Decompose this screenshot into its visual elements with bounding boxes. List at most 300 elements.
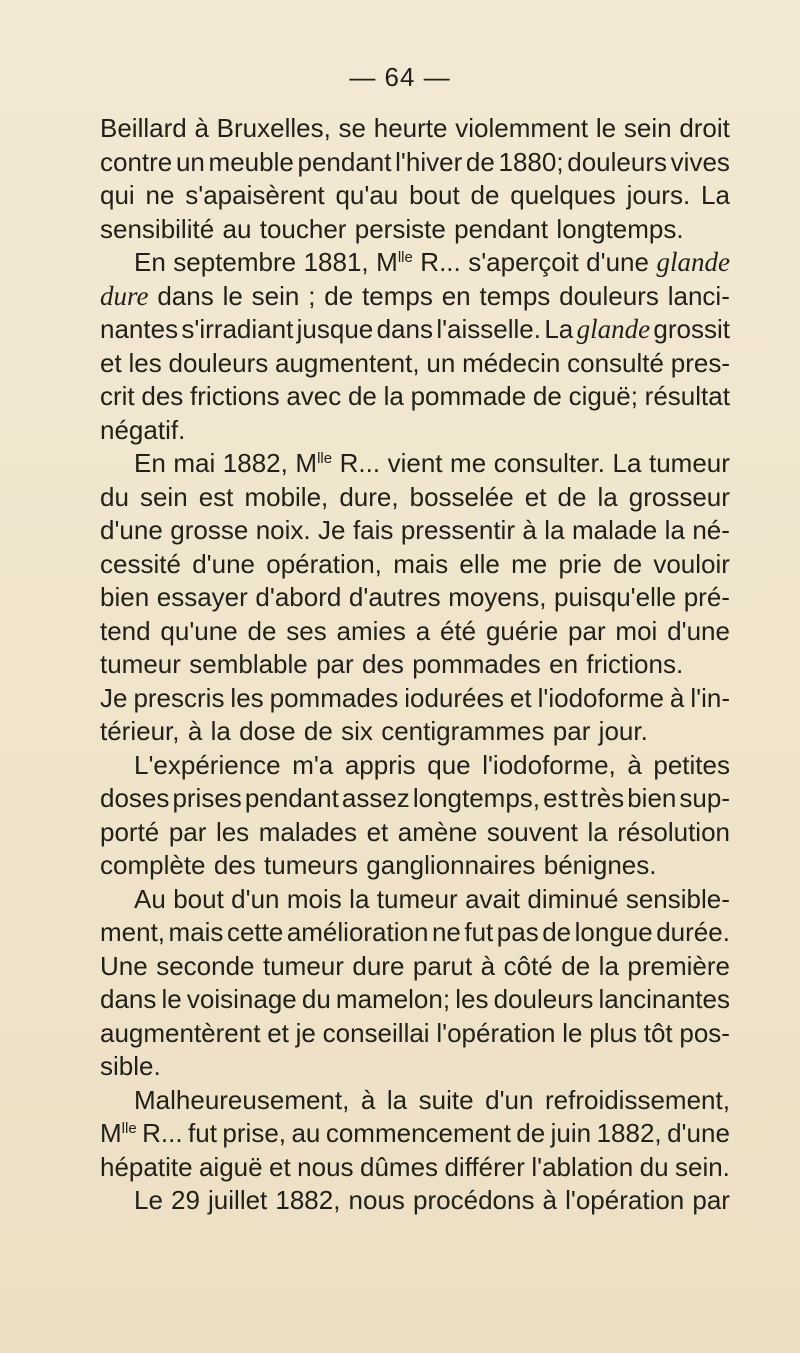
word: La <box>544 314 574 344</box>
word: augmentent, <box>275 347 420 378</box>
word: pendant <box>244 783 339 813</box>
word: $M^{lle}$ <box>376 247 413 277</box>
text-line <box>100 112 730 146</box>
word: grosse <box>170 515 249 545</box>
word: l'iodoforme <box>537 682 664 713</box>
word: par <box>316 649 354 679</box>
word: centigrammes <box>381 716 545 746</box>
word: commencement <box>325 1118 511 1148</box>
word: suite <box>418 1084 474 1115</box>
word: petites <box>653 749 730 780</box>
word: fut <box>464 917 494 947</box>
word: temps <box>479 280 551 311</box>
word: mobile, <box>244 481 329 512</box>
word: pré- <box>683 582 730 612</box>
word: La <box>612 448 642 478</box>
word: glande <box>576 314 651 344</box>
word: sein <box>139 481 188 512</box>
word: à <box>480 950 496 981</box>
word: d'un <box>485 1084 534 1115</box>
word: R... <box>420 247 461 277</box>
word: Malheureusement, <box>134 1084 350 1115</box>
word: bout <box>409 180 460 210</box>
word: et <box>269 1151 291 1182</box>
text-line <box>100 715 730 749</box>
word: et <box>509 682 532 713</box>
word: d'une <box>192 548 255 579</box>
word: de <box>613 548 643 579</box>
word: ne <box>431 917 461 947</box>
word: nous <box>297 1151 354 1182</box>
word: elle <box>459 548 500 579</box>
word: le <box>562 1017 583 1048</box>
word: d'une <box>667 1118 730 1148</box>
word: tôt <box>643 1017 673 1048</box>
word: plus <box>589 1017 637 1048</box>
word: la <box>587 816 608 847</box>
word: qui <box>100 180 135 210</box>
word: grosseur <box>628 481 730 512</box>
text-line <box>100 146 730 180</box>
page-number: — 64 — <box>349 62 451 92</box>
word: assez <box>341 783 410 813</box>
word: d'une <box>100 515 163 545</box>
word: Le <box>134 1185 163 1215</box>
word: 1882, <box>596 1118 662 1148</box>
word: Beillard <box>100 113 187 143</box>
word: le <box>161 984 182 1014</box>
word: à <box>627 749 642 780</box>
word: grossit <box>653 314 730 344</box>
word: pressentir <box>400 515 515 545</box>
word: contre <box>100 146 173 177</box>
word: ment, <box>100 917 166 947</box>
word: douleurs <box>559 280 659 311</box>
text-line <box>100 1151 730 1185</box>
word: consulter. <box>493 448 605 478</box>
word: tumeurs <box>264 850 358 880</box>
word: Je <box>100 682 128 713</box>
word: ne <box>145 180 175 210</box>
word: de <box>542 917 572 947</box>
word: bout <box>173 883 224 914</box>
word: la <box>598 950 619 981</box>
word: et <box>267 1017 289 1048</box>
word: des <box>141 381 184 411</box>
word: du <box>301 984 331 1014</box>
word: meuble <box>208 146 294 177</box>
word: essayer <box>156 582 248 612</box>
word: été <box>439 615 477 646</box>
word: conseillai <box>322 1017 430 1048</box>
word: nous <box>348 1185 405 1215</box>
word: la <box>664 515 685 545</box>
word: à <box>360 1084 376 1115</box>
text-line <box>100 581 730 615</box>
word: quelques <box>510 180 616 210</box>
word: dans <box>157 280 214 311</box>
word: prie <box>558 548 602 579</box>
word: pendant <box>297 146 392 177</box>
text-line <box>100 1084 730 1118</box>
word: du <box>639 1151 669 1182</box>
word: de <box>470 180 500 210</box>
word: puisqu'elle <box>554 582 677 612</box>
word: de <box>347 381 377 411</box>
word: malades <box>258 816 358 847</box>
word: 29 <box>171 1185 200 1215</box>
word: d'un <box>231 883 280 914</box>
text-line <box>100 615 730 649</box>
word: tumeur <box>262 950 344 981</box>
word: médecin <box>462 347 561 378</box>
text-line <box>100 983 730 1017</box>
word: tend <box>100 615 151 646</box>
word: est <box>543 783 578 813</box>
word: Je <box>318 515 346 545</box>
word: au <box>222 213 252 244</box>
word: de <box>557 481 587 512</box>
word: Une <box>100 950 148 981</box>
word: lancinantes <box>598 984 730 1014</box>
word: et <box>524 481 547 512</box>
word: qu'au <box>335 180 399 210</box>
word: première <box>627 950 730 981</box>
word: appris <box>344 749 416 780</box>
word: mai <box>173 448 216 478</box>
word: bien <box>100 582 150 612</box>
word: la <box>383 381 404 411</box>
text-line <box>100 213 730 247</box>
word: bien <box>627 783 677 813</box>
word: dure, <box>339 481 399 512</box>
word: prescris <box>133 682 225 713</box>
word: jusque <box>296 314 374 344</box>
text-line <box>100 782 730 816</box>
word: est <box>198 481 234 512</box>
text-line <box>100 313 730 347</box>
word: négatif. <box>100 414 186 445</box>
word: septembre <box>173 247 297 277</box>
text-line <box>100 548 730 582</box>
word: En <box>134 448 166 478</box>
word: prises <box>172 783 242 813</box>
word: d'une <box>667 615 730 646</box>
word: glande <box>656 247 730 277</box>
word: d'une <box>586 247 649 277</box>
word: né- <box>692 515 730 545</box>
word: moi <box>615 615 658 646</box>
word: l'ablation <box>531 1151 634 1182</box>
word: En <box>134 247 166 277</box>
word: résultat <box>644 381 730 411</box>
word: iodurées <box>404 682 504 713</box>
word: de <box>247 615 277 646</box>
word: se <box>338 113 367 143</box>
word: durée. <box>656 917 730 947</box>
word: doses <box>100 783 170 813</box>
word: à <box>522 515 537 545</box>
word: pres- <box>670 347 730 378</box>
word: un <box>426 347 456 378</box>
word: souvent <box>486 816 578 847</box>
word: tumeur <box>100 649 181 679</box>
word: ciguë; <box>568 381 638 411</box>
word: nantes <box>100 314 179 344</box>
word: mais <box>168 917 224 947</box>
word: très <box>580 783 625 813</box>
word: la <box>597 481 618 512</box>
word: longue <box>574 917 653 947</box>
text-line <box>100 648 730 682</box>
word: 1882, <box>222 448 288 478</box>
text-line <box>100 950 730 984</box>
word: pendant <box>454 213 549 244</box>
word: cette <box>226 917 284 947</box>
text-line <box>100 682 730 716</box>
word: l'iodoforme, <box>482 749 616 780</box>
word: juillet <box>208 1185 268 1215</box>
word: heurte <box>373 113 448 143</box>
word: sein <box>623 113 672 143</box>
word: à <box>187 716 203 746</box>
word: pommades <box>412 649 541 679</box>
word: pommades <box>269 682 399 713</box>
text-line <box>100 1017 730 1051</box>
word: dûmes <box>359 1151 439 1182</box>
word: 1882, <box>275 1185 341 1215</box>
word: l'hiver <box>395 146 463 177</box>
word: guérie <box>485 615 559 646</box>
word: s'apaisèrent <box>185 180 325 210</box>
word: 1881, <box>303 247 369 277</box>
word: prise, <box>222 1118 286 1148</box>
word: amies <box>336 615 406 646</box>
text-line <box>100 246 730 280</box>
word: jours. <box>626 180 691 210</box>
text-line <box>100 1184 730 1218</box>
word: ses <box>286 615 327 646</box>
word: résolution <box>617 816 730 847</box>
text-line <box>100 916 730 950</box>
word: six <box>341 716 373 746</box>
word: persiste <box>354 213 446 244</box>
word: complète <box>100 850 206 880</box>
word: fut <box>188 1118 217 1148</box>
word: R... <box>142 1118 183 1148</box>
word: sensible- <box>625 883 730 914</box>
word: de <box>324 280 354 311</box>
word: des <box>213 850 256 880</box>
word: opération, <box>266 548 382 579</box>
word: le <box>595 113 617 143</box>
text-line <box>100 883 730 917</box>
word: avait <box>465 883 521 914</box>
word: tumeur <box>376 883 458 914</box>
word: Bruxelles, <box>216 113 331 143</box>
text-line <box>100 749 730 783</box>
word: droit <box>679 113 730 143</box>
word: la <box>210 716 231 746</box>
word: de <box>532 381 562 411</box>
word: longtemps, <box>412 783 541 813</box>
word: cessité <box>100 548 181 579</box>
word: L'expérience <box>134 749 281 780</box>
word: me <box>450 448 487 478</box>
word: lanci- <box>667 280 730 311</box>
word: l'opération <box>565 1185 685 1215</box>
word: seconde <box>156 950 255 981</box>
word: ganglionnaires <box>366 850 536 880</box>
word: fais <box>352 515 394 545</box>
word: procédons <box>413 1185 535 1215</box>
word: je <box>295 1017 316 1048</box>
word: en <box>549 649 579 679</box>
word: les <box>128 347 162 378</box>
word: diminué <box>527 883 619 914</box>
word: juin <box>550 1118 592 1148</box>
text-line <box>100 481 730 515</box>
text-line <box>100 1117 730 1151</box>
text-line <box>100 380 730 414</box>
word: la <box>386 1084 408 1115</box>
word: des <box>361 649 404 679</box>
word: a <box>415 615 431 646</box>
word: longtemps. <box>556 213 684 244</box>
word: côté <box>503 950 553 981</box>
word: que <box>427 749 471 780</box>
word: mais <box>393 548 449 579</box>
word: vives <box>670 146 730 177</box>
word: sensibilité <box>100 213 215 244</box>
word: vient <box>387 448 443 478</box>
word: un <box>175 146 205 177</box>
body-text <box>100 112 730 1218</box>
word: mois <box>286 883 342 914</box>
word: vouloir <box>653 548 730 579</box>
word: $M^{lle}$ <box>295 448 333 478</box>
word: le <box>222 280 243 311</box>
word: mamelon; <box>335 984 451 1014</box>
word: s'aperçoit <box>468 247 579 277</box>
word: frictions. <box>586 649 684 679</box>
word: augmentèrent <box>100 1017 261 1048</box>
word: R... <box>339 448 381 478</box>
word: en <box>441 280 471 311</box>
word: douleurs <box>567 146 667 177</box>
text-line <box>100 1050 730 1084</box>
word: sible. <box>100 1051 161 1081</box>
word: pommade <box>410 381 527 411</box>
word: $M^{lle}$ <box>100 1118 137 1148</box>
word: frictions <box>190 381 280 411</box>
text-line <box>100 514 730 548</box>
text-line <box>100 447 730 481</box>
word: l'opération <box>436 1017 556 1048</box>
word: par <box>568 615 606 646</box>
word: amène <box>397 816 478 847</box>
word: bénignes. <box>543 850 657 880</box>
word: d'autres <box>348 582 441 612</box>
word: par <box>552 716 591 746</box>
word: douleurs <box>168 347 269 378</box>
word: l'aisselle. <box>436 314 541 344</box>
word: hépatite <box>100 1151 193 1182</box>
word: de <box>465 146 495 177</box>
word: de <box>516 1118 546 1148</box>
word: dure <box>352 950 405 981</box>
word: s'irradiant <box>181 314 294 344</box>
word: dure <box>100 280 149 311</box>
word: dans <box>100 984 157 1014</box>
word: les <box>230 682 264 713</box>
word: consulté <box>567 347 664 378</box>
text-line <box>100 816 730 850</box>
word: toucher <box>259 213 347 244</box>
word: 1880; <box>498 146 564 177</box>
word: d'abord <box>255 582 342 612</box>
word: Au <box>134 883 166 914</box>
word: crit <box>100 381 135 411</box>
word: parut <box>412 950 473 981</box>
word: dose <box>239 716 296 746</box>
word: les <box>455 984 489 1014</box>
text-line <box>100 347 730 381</box>
word: refroidissement, <box>544 1084 730 1115</box>
word: dans <box>376 314 433 344</box>
word: tumeur <box>648 448 730 478</box>
text-line <box>100 179 730 213</box>
word: la <box>544 515 565 545</box>
word: me <box>511 548 548 579</box>
word: à <box>542 1185 558 1215</box>
word: moyens, <box>448 582 547 612</box>
word: par <box>692 1185 730 1215</box>
word: avec <box>286 381 342 411</box>
text-line <box>100 849 730 883</box>
word: ; <box>308 280 316 311</box>
word: malade <box>571 515 658 545</box>
word: au <box>291 1118 321 1148</box>
word: pas <box>496 917 539 947</box>
word: voisinage <box>186 984 297 1014</box>
word: par <box>168 816 207 847</box>
word: douleurs <box>493 984 594 1014</box>
word: sein. <box>674 1151 730 1182</box>
word: sup- <box>679 783 730 813</box>
word: m'a <box>292 749 334 780</box>
word: à <box>669 682 685 713</box>
word: et <box>100 347 122 378</box>
word: violemment <box>455 113 589 143</box>
word: La <box>700 180 730 210</box>
word: aiguë <box>198 1151 263 1182</box>
word: temps <box>362 280 433 311</box>
text-line <box>100 280 730 314</box>
word: de <box>561 950 591 981</box>
word: noix. <box>255 515 311 545</box>
word: bosselée <box>409 481 514 512</box>
word: térieur, <box>100 716 180 746</box>
word: sein <box>251 280 300 311</box>
word: l'in- <box>690 682 730 713</box>
word: la <box>349 883 370 914</box>
word: du <box>100 481 129 512</box>
word: à <box>194 113 209 143</box>
word: et <box>366 816 389 847</box>
word: jour. <box>598 716 648 746</box>
word: porté <box>100 816 160 847</box>
